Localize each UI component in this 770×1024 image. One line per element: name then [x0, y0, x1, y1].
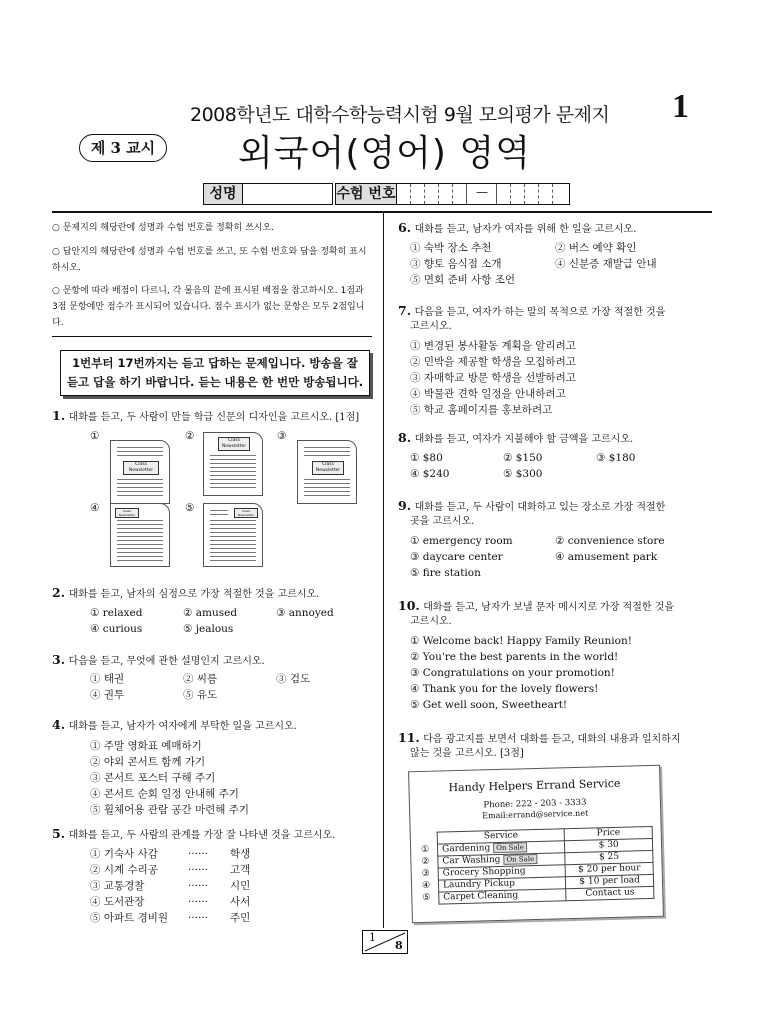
q2-option-4[interactable]: ④ curious: [90, 623, 143, 635]
period-label: 제 3 교시: [79, 134, 167, 162]
q6-option-2[interactable]: ② 버스 예약 확인: [555, 242, 637, 254]
question-number: 1.: [52, 408, 66, 423]
exam-number-label: 수험 번호: [336, 186, 396, 202]
q4-option-2[interactable]: ② 야외 콘서트 함께 가기: [90, 756, 206, 768]
q2-option-2[interactable]: ② amused: [183, 607, 238, 619]
ad-title: Handy Helpers Errand Service: [448, 776, 621, 795]
q1-option-5-newsletter-image[interactable]: [203, 503, 263, 567]
ad-phone: Phone: 222 - 203 - 3333: [483, 797, 587, 811]
q1-option-5-label[interactable]: ⑤: [185, 502, 195, 514]
question-7-line-2: 고르시오.: [410, 321, 452, 332]
page-number: 1: [672, 88, 689, 125]
q10-option-2[interactable]: ② You're the best parents in the world!: [410, 651, 619, 663]
question-text: 대화를 듣고, 두 사람이 만들 학급 신문의 디자인을 고르시오. [1점]: [68, 412, 360, 423]
q6-option-3[interactable]: ③ 향토 음식점 소개: [410, 258, 502, 270]
subject-title: 외국어(영어) 영역: [238, 133, 531, 174]
q6-option-5[interactable]: ⑤ 면회 준비 사항 조언: [410, 274, 515, 286]
question-1: [52, 408, 382, 426]
on-sale-stamp: On Sale: [503, 854, 537, 865]
q1-option-3-newsletter-image[interactable]: [297, 440, 357, 504]
question-9: 9. 대화를 듣고, 두 사람이 대화하고 있는 장소로 가장 적절한: [398, 498, 666, 513]
q7-option-4[interactable]: ④ 박물관 견학 일정을 안내하려고: [410, 388, 566, 400]
instruction-1: ○ 문제지의 해당란에 성명과 수험 번호를 정확히 쓰시오.: [52, 223, 275, 233]
q10-option-3[interactable]: ③ Congratulations on your promotion!: [410, 667, 615, 679]
table-row[interactable]: ② Car Washing On Sale $ 25: [417, 850, 653, 868]
q10-option-1[interactable]: ① Welcome back! Happy Family Reunion!: [410, 635, 632, 647]
question-2: 2. 대화를 듣고, 남자의 심정으로 가장 적절한 것을 고르시오.: [52, 585, 320, 600]
question-10: 10. 대화를 듣고, 남자가 보낼 문자 메시지로 가장 적절한 것을: [398, 598, 675, 613]
question-10-line-2: 고르시오.: [410, 616, 452, 627]
q4-option-5[interactable]: ⑤ 휠체어용 관람 공간 마련해 주기: [90, 804, 250, 816]
q1-option-4-newsletter-image[interactable]: [110, 503, 170, 567]
notice-line-2: 듣고 답을 하기 바랍니다. 듣는 내용은 한 번만 방송됩니다.: [66, 375, 364, 389]
q3-option-2[interactable]: ② 씨름: [183, 673, 218, 685]
name-field[interactable]: [203, 183, 333, 205]
q3-option-4[interactable]: ④ 권투: [90, 689, 125, 701]
q1-option-2-newsletter-image[interactable]: [203, 432, 263, 496]
q6-option-1[interactable]: ① 숙박 장소 추천: [410, 242, 492, 254]
q9-option-4[interactable]: ④ amusement park: [555, 551, 658, 563]
table-row[interactable]: ⑤ Carpet Cleaning Contact us: [418, 886, 654, 904]
q5-option-4[interactable]: ④ 도서관장 ······ 사서: [90, 896, 251, 908]
q1-option-1-label[interactable]: ①: [90, 430, 100, 442]
q10-option-5[interactable]: ⑤ Get well soon, Sweetheart!: [410, 699, 568, 711]
q7-option-2[interactable]: ② 민박을 제공할 학생을 모집하려고: [410, 356, 576, 368]
question-7: 7. 다음을 듣고, 여자가 하는 말의 목적으로 가장 적절한 것을: [398, 303, 666, 318]
instruction-3: ○ 문항에 따라 배점이 다르니, 각 물음의 끝에 표시된 배점을 참고하시오. 1점과 3점 문항에만 점수가 표시되어 있습니다. 점수 표시가 없는 문항은 모두 2점입니다.: [52, 286, 365, 328]
page-indicator: [362, 930, 408, 954]
column-divider: [383, 213, 384, 928]
q9-option-2[interactable]: ② convenience store: [555, 535, 665, 547]
q2-option-1[interactable]: ① relaxed: [90, 607, 143, 619]
question-4: 4. 대화를 듣고, 남자가 여자에게 부탁한 일을 고르시오.: [52, 717, 297, 732]
instructions-rule: [52, 336, 372, 337]
q9-option-5[interactable]: ⑤ fire station: [410, 567, 481, 579]
table-row[interactable]: ④ Laundry Pickup $ 10 per load: [418, 874, 654, 892]
q9-option-3[interactable]: ③ daycare center: [410, 551, 503, 563]
q4-option-1[interactable]: ① 주말 영화표 예매하기: [90, 740, 202, 752]
newsletter-label: Class Newsletter: [218, 437, 250, 451]
newsletter-label: Class Newsletter: [123, 461, 159, 475]
table-row[interactable]: ③ Grocery Shopping $ 20 per hour: [418, 862, 654, 880]
instruction-2: ○ 답안지의 해당란에 성명과 수험 번호를 쓰고, 또 수험 번호와 답을 정확히 표시하시오.: [52, 247, 367, 273]
ad-price-table: [417, 826, 655, 905]
q5-option-3[interactable]: ③ 교통경찰 ······ 시민: [90, 880, 251, 892]
q9-option-1[interactable]: ① emergency room: [410, 535, 513, 547]
q1-option-4-label[interactable]: ④: [90, 502, 100, 514]
q8-option-5[interactable]: ⑤ $300: [503, 468, 543, 480]
q8-option-2[interactable]: ② $150: [503, 452, 543, 464]
notice-line-1: 1번부터 17번까지는 듣고 답하는 문제입니다. 방송을 잘: [72, 356, 358, 370]
q2-option-3[interactable]: ③ annoyed: [276, 607, 334, 619]
q6-option-4[interactable]: ④ 신분증 재발급 안내: [555, 258, 657, 270]
col-service: Service: [437, 829, 565, 844]
newsletter-label: Class Newsletter: [312, 461, 344, 475]
q8-option-4[interactable]: ④ $240: [410, 468, 450, 480]
question-11-line-2: 않는 것을 고르시오. [3점]: [410, 748, 524, 759]
on-sale-stamp: On Sale: [493, 842, 527, 853]
q7-option-1[interactable]: ① 변경된 봉사활동 계획을 알리려고: [410, 340, 576, 352]
exam-number-cells: [396, 184, 571, 204]
q1-option-1-newsletter-image[interactable]: [110, 440, 170, 504]
exam-number-dash: —: [476, 185, 488, 199]
q1-option-3-label[interactable]: ③: [277, 430, 287, 442]
current-page: 1: [369, 931, 376, 944]
question-8: 8. 대화를 듣고, 여자가 지불해야 할 금액을 고르시오.: [398, 430, 634, 445]
total-pages: 8: [395, 939, 403, 952]
q7-option-5[interactable]: ⑤ 학교 홈페이지를 홍보하려고: [410, 404, 553, 416]
q5-option-5[interactable]: ⑤ 아파트 경비원 ······ 주민: [90, 912, 251, 924]
q1-option-2-label[interactable]: ②: [185, 430, 195, 442]
q3-option-3[interactable]: ③ 검도: [276, 673, 311, 685]
q8-option-1[interactable]: ① $80: [410, 452, 443, 464]
instruction-bullet: ○: [52, 223, 60, 233]
newsletter-label: Class Newsletter: [115, 508, 139, 518]
q10-option-4[interactable]: ④ Thank you for the lovely flowers!: [410, 683, 599, 695]
question-5: 5. 대화를 듣고, 두 사람의 관계를 가장 잘 나타낸 것을 고르시오.: [52, 826, 336, 841]
q2-option-5[interactable]: ⑤ jealous: [183, 623, 234, 635]
q5-option-1[interactable]: ① 기숙사 사감 ······ 학생: [90, 848, 251, 860]
question-6: 6. 대화를 듣고, 남자가 여자를 위해 한 일을 고르시오.: [398, 220, 637, 235]
q5-option-2[interactable]: ② 시계 수리공 ······ 고객: [90, 864, 251, 876]
question-3: 3. 다음을 듣고, 무엇에 관한 설명인지 고르시오.: [52, 652, 265, 667]
q3-option-5[interactable]: ⑤ 유도: [183, 689, 218, 701]
q8-option-3[interactable]: ③ $180: [596, 452, 636, 464]
name-label: 성명: [204, 184, 243, 204]
col-price: Price: [564, 826, 652, 840]
header-rule: [52, 211, 712, 213]
q7-option-3[interactable]: ③ 자매학교 방문 학생을 선발하려고: [410, 372, 576, 384]
q3-option-1[interactable]: ① 태권: [90, 673, 125, 685]
table-row[interactable]: ① Gardening On Sale $ 30: [417, 838, 653, 856]
ad-email: Email:errand@service.net: [482, 808, 589, 821]
question-11: 11. 다음 광고지를 보면서 대화를 듣고, 대화의 내용과 일치하지: [398, 730, 681, 745]
listening-notice: [60, 350, 370, 396]
question-9-line-2: 곳을 고르시오.: [410, 516, 475, 527]
exam-title: 2008학년도 대학수학능력시험 9월 모의평가 문제지: [190, 104, 610, 126]
q4-option-4[interactable]: ④ 콘서트 순회 일정 안내해 주기: [90, 788, 239, 800]
newsletter-label: Class Newsletter: [234, 508, 258, 518]
exam-number-field[interactable]: [335, 183, 570, 205]
errand-service-ad: [408, 765, 664, 924]
q4-option-3[interactable]: ③ 콘서트 포스터 구해 주기: [90, 772, 216, 784]
